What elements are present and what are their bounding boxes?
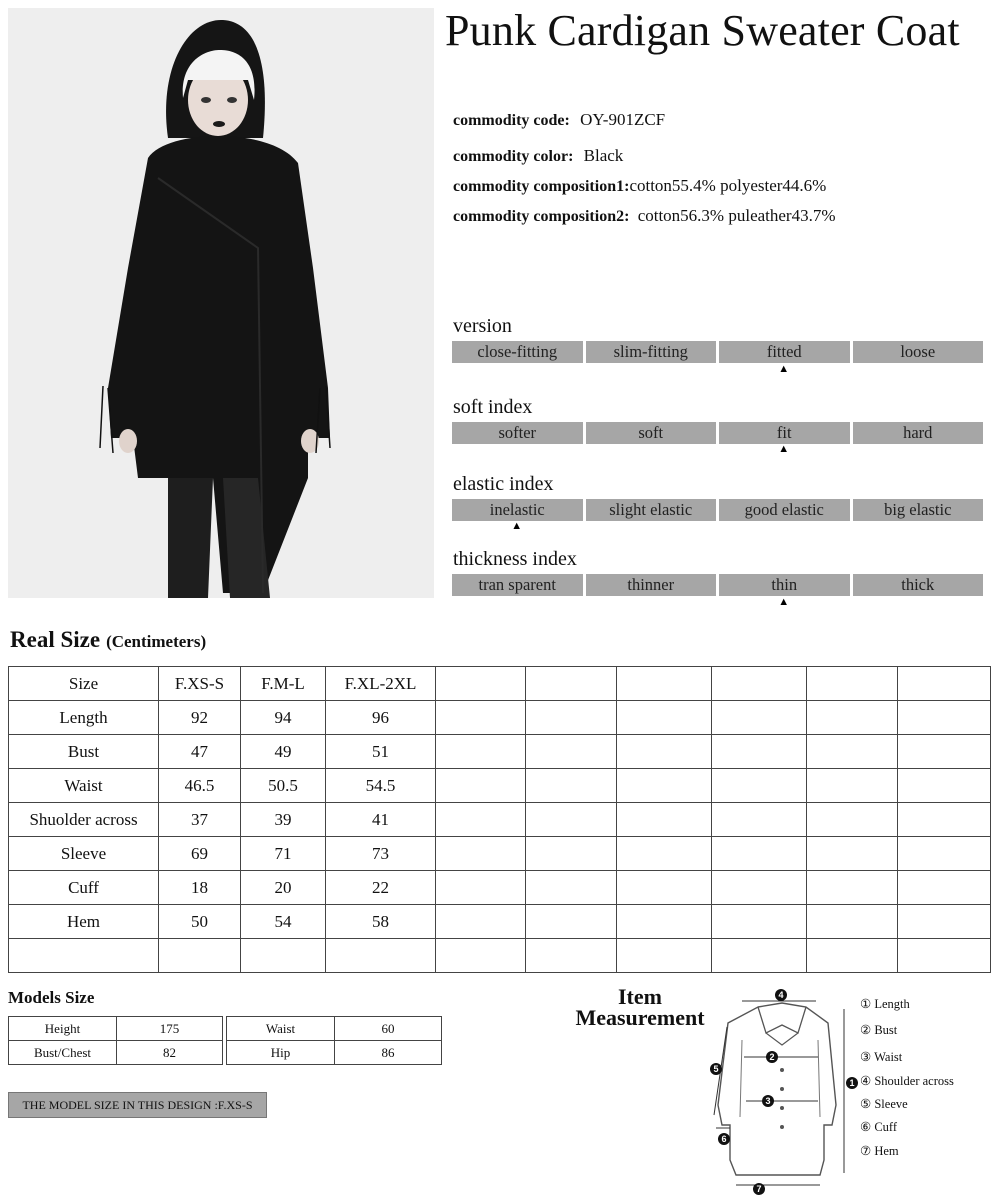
table-row: [9, 769, 991, 803]
header-cell: F.XS-S: [159, 667, 241, 701]
version-option: slim-fitting: [586, 341, 717, 363]
svg-text:2: 2: [769, 1052, 775, 1062]
legend-number-icon: ④: [860, 1074, 875, 1088]
models-size-table-right: [226, 1016, 442, 1065]
row-label: Waist: [9, 769, 159, 803]
table-row: [227, 1041, 442, 1065]
empty-cell: [807, 769, 898, 803]
empty-cell: [898, 905, 991, 939]
legend-label: Bust: [874, 1023, 898, 1037]
legend-number-icon: ⑥: [860, 1120, 875, 1134]
table-cell: 54: [241, 905, 326, 939]
model-measure-label: Hip: [227, 1041, 335, 1065]
empty-cell: [526, 837, 617, 871]
soft-index-option: softer: [452, 422, 583, 444]
legend-number-icon: ①: [860, 997, 875, 1011]
coat-measurement-diagram: [700, 985, 860, 1200]
soft-index-option: hard: [853, 422, 984, 444]
table-row: [9, 701, 991, 735]
model-measure-value: 82: [117, 1041, 223, 1065]
table-cell: 96: [326, 701, 436, 735]
commodity-color-value: Black: [583, 146, 624, 165]
empty-cell: [898, 701, 991, 735]
legend-label: Length: [874, 997, 910, 1011]
elastic-index-scale: [452, 499, 983, 521]
model-measure-value: 175: [117, 1017, 223, 1041]
empty-cell: [712, 905, 807, 939]
legend-item: [860, 1022, 897, 1038]
empty-cell: [526, 803, 617, 837]
model-measure-value: 60: [335, 1017, 442, 1041]
table-cell: 73: [326, 837, 436, 871]
row-label: Sleeve: [9, 837, 159, 871]
models-size-title: Models Size: [8, 988, 95, 1007]
commodity-composition1-value: cotton55.4% polyester44.6%: [629, 176, 827, 195]
thickness-index-scale: [452, 574, 983, 596]
empty-cell: [807, 871, 898, 905]
empty-cell: [617, 667, 712, 701]
empty-cell: [898, 871, 991, 905]
empty-cell: [807, 905, 898, 939]
model-size-note: THE MODEL SIZE IN THIS DESIGN :F.XS-S: [8, 1092, 267, 1118]
model-measure-value: 86: [335, 1041, 442, 1065]
table-cell: 18: [159, 871, 241, 905]
empty-cell: [526, 735, 617, 769]
size-table-header-row: [9, 667, 991, 701]
soft-index-scale: [452, 422, 983, 444]
empty-cell: [807, 803, 898, 837]
product-title: Punk Cardigan Sweater Coat: [445, 6, 960, 55]
legend-item: [860, 1049, 902, 1065]
thickness-index-marker-icon: ▲: [778, 596, 790, 608]
version-option: fitted: [719, 341, 850, 363]
legend-number-icon: ③: [860, 1050, 875, 1064]
legend-label: Sleeve: [874, 1097, 908, 1111]
commodity-composition1-row: [453, 176, 826, 196]
empty-cell: [436, 701, 526, 735]
svg-text:5: 5: [713, 1064, 719, 1074]
elastic-index-title: elastic index: [453, 473, 554, 495]
table-row: [227, 1017, 442, 1041]
table-row: [9, 837, 991, 871]
thickness-index-option: tran sparent: [452, 574, 583, 596]
empty-cell: [617, 871, 712, 905]
empty-cell: [617, 905, 712, 939]
empty-cell: [807, 667, 898, 701]
legend-item: [860, 1143, 899, 1159]
table-cell: 47: [159, 735, 241, 769]
header-cell: F.M-L: [241, 667, 326, 701]
empty-cell: [617, 837, 712, 871]
real-size-heading: Real Size: [10, 627, 101, 652]
empty-cell: [436, 871, 526, 905]
empty-cell: [898, 667, 991, 701]
header-cell: Size: [9, 667, 159, 701]
commodity-code-row: [453, 110, 665, 130]
empty-cell: [9, 939, 159, 973]
row-label: Cuff: [9, 871, 159, 905]
empty-cell: [526, 701, 617, 735]
empty-cell: [526, 769, 617, 803]
empty-cell: [898, 735, 991, 769]
soft-index-title: soft index: [453, 396, 533, 418]
empty-cell: [898, 803, 991, 837]
table-cell: 69: [159, 837, 241, 871]
commodity-code-label: commodity code:: [453, 112, 570, 129]
empty-cell: [898, 939, 991, 973]
empty-cell: [436, 667, 526, 701]
item-measurement-title-line1: Item: [618, 984, 662, 1009]
empty-cell: [617, 735, 712, 769]
version-option: loose: [853, 341, 984, 363]
legend-label: Hem: [874, 1144, 899, 1158]
empty-cell: [326, 939, 436, 973]
legend-item: [860, 1119, 897, 1135]
table-cell: 92: [159, 701, 241, 735]
elastic-index-marker-icon: ▲: [511, 520, 523, 532]
table-cell: 50.5: [241, 769, 326, 803]
commodity-color-row: [453, 146, 623, 166]
empty-cell: [526, 939, 617, 973]
table-cell: 54.5: [326, 769, 436, 803]
empty-cell: [436, 837, 526, 871]
size-table: [8, 666, 991, 973]
table-cell: 39: [241, 803, 326, 837]
table-cell: 46.5: [159, 769, 241, 803]
empty-cell: [712, 871, 807, 905]
svg-text:7: 7: [756, 1184, 762, 1194]
empty-cell: [526, 667, 617, 701]
row-label: Shuolder across: [9, 803, 159, 837]
table-row: [9, 803, 991, 837]
empty-cell: [436, 735, 526, 769]
legend-number-icon: ⑦: [860, 1144, 875, 1158]
legend-label: Shoulder across: [874, 1074, 954, 1088]
empty-cell: [807, 939, 898, 973]
thickness-index-option: thin: [719, 574, 850, 596]
table-cell: 20: [241, 871, 326, 905]
empty-cell: [712, 837, 807, 871]
empty-cell: [898, 769, 991, 803]
table-row: [9, 1017, 223, 1041]
legend-item: [860, 1073, 954, 1089]
elastic-index-option: good elastic: [719, 499, 850, 521]
empty-cell: [617, 769, 712, 803]
empty-cell: [436, 803, 526, 837]
empty-cell: [436, 769, 526, 803]
table-cell: 37: [159, 803, 241, 837]
real-size-title: [10, 627, 206, 653]
legend-item: [860, 996, 910, 1012]
thickness-index-title: thickness index: [453, 548, 577, 570]
commodity-color-label: commodity color:: [453, 148, 574, 165]
empty-cell: [241, 939, 326, 973]
table-cell: 51: [326, 735, 436, 769]
header-cell: F.XL-2XL: [326, 667, 436, 701]
legend-number-icon: ②: [860, 1023, 875, 1037]
soft-index-option: soft: [586, 422, 717, 444]
empty-cell: [526, 905, 617, 939]
empty-cell: [712, 735, 807, 769]
version-option: close-fitting: [452, 341, 583, 363]
table-cell: 49: [241, 735, 326, 769]
model-measure-label: Height: [9, 1017, 117, 1041]
table-row: [9, 735, 991, 769]
model-measure-label: Bust/Chest: [9, 1041, 117, 1065]
table-cell: 58: [326, 905, 436, 939]
row-label: Length: [9, 701, 159, 735]
svg-text:3: 3: [765, 1096, 771, 1106]
svg-text:6: 6: [721, 1134, 727, 1144]
table-row: [9, 1041, 223, 1065]
empty-cell: [712, 667, 807, 701]
row-label: Hem: [9, 905, 159, 939]
empty-cell: [807, 701, 898, 735]
commodity-composition1-label: commodity composition1:: [453, 178, 630, 195]
empty-cell: [898, 837, 991, 871]
table-row: [9, 905, 991, 939]
empty-cell: [526, 871, 617, 905]
table-row: [9, 871, 991, 905]
empty-cell: [712, 769, 807, 803]
empty-cell: [617, 939, 712, 973]
version-title: version: [453, 315, 512, 337]
real-size-unit: (Centimeters): [106, 632, 207, 651]
empty-cell: [159, 939, 241, 973]
commodity-composition2-label: commodity composition2:: [453, 208, 630, 225]
table-cell: 22: [326, 871, 436, 905]
soft-index-option: fit: [719, 422, 850, 444]
empty-cell: [617, 803, 712, 837]
item-measurement-title-line2: Measurement: [575, 1005, 705, 1030]
table-cell: 50: [159, 905, 241, 939]
table-cell: 41: [326, 803, 436, 837]
commodity-code-value: OY-901ZCF: [580, 110, 666, 129]
svg-text:1: 1: [849, 1078, 855, 1088]
legend-item: [860, 1096, 908, 1112]
empty-cell: [436, 939, 526, 973]
empty-cell: [807, 735, 898, 769]
table-cell: 94: [241, 701, 326, 735]
legend-number-icon: ⑤: [860, 1097, 875, 1111]
empty-cell: [807, 837, 898, 871]
table-cell: 71: [241, 837, 326, 871]
thickness-index-option: thick: [853, 574, 984, 596]
commodity-composition2-row: [453, 206, 836, 226]
empty-cell: [617, 701, 712, 735]
elastic-index-option: inelastic: [452, 499, 583, 521]
version-marker-icon: ▲: [778, 363, 790, 375]
version-scale: [452, 341, 983, 363]
elastic-index-option: slight elastic: [586, 499, 717, 521]
empty-cell: [436, 905, 526, 939]
row-label: Bust: [9, 735, 159, 769]
empty-cell: [712, 803, 807, 837]
models-size-table-left: [8, 1016, 223, 1065]
legend-label: Waist: [874, 1050, 903, 1064]
empty-cell: [712, 701, 807, 735]
commodity-composition2-value: cotton56.3% puleather43.7%: [637, 206, 836, 225]
legend-label: Cuff: [874, 1120, 898, 1134]
model-measure-label: Waist: [227, 1017, 335, 1041]
product-photo: [8, 8, 434, 598]
table-row: [9, 939, 991, 973]
item-measurement-title: [560, 986, 720, 1028]
svg-text:4: 4: [778, 990, 784, 1000]
thickness-index-option: thinner: [586, 574, 717, 596]
elastic-index-option: big elastic: [853, 499, 984, 521]
empty-cell: [712, 939, 807, 973]
soft-index-marker-icon: ▲: [778, 443, 790, 455]
